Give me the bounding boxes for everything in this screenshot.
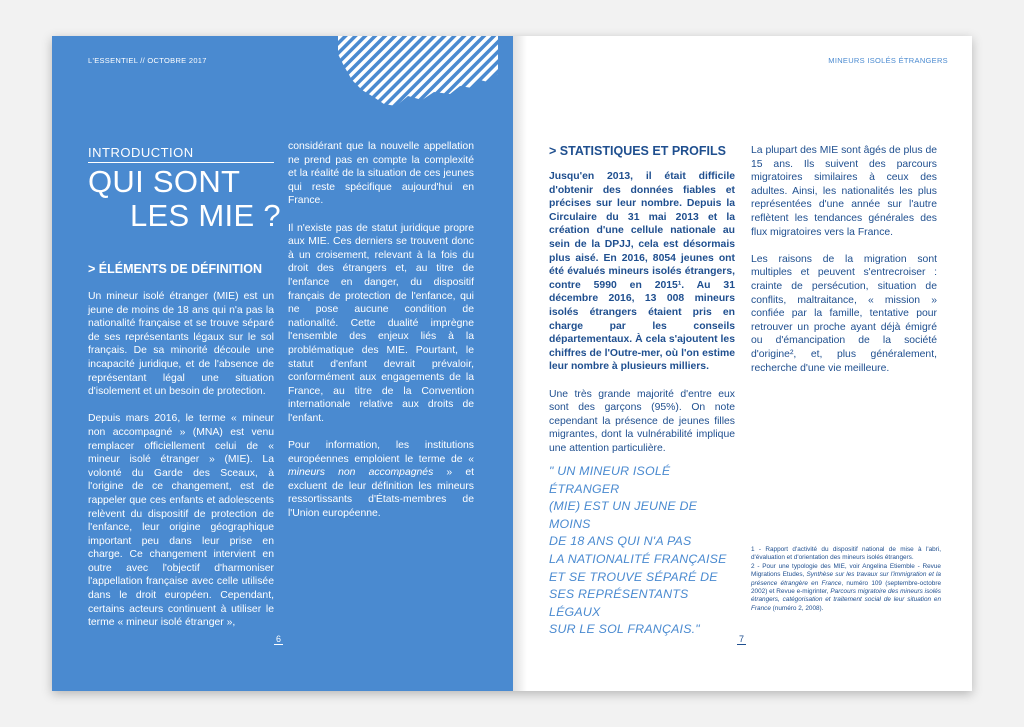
paragraph: considérant que la nouvelle appellation ne prend pas en compte la complexité et la réalité de la situation de ces jeunes qui reste spécifique aujourd'hui en France. — [288, 141, 474, 207]
section-heading-statistics: > STATISTIQUES ET PROFILS — [549, 144, 726, 158]
quote-line: ET SE TROUVE SÉPARÉ DE — [549, 569, 718, 584]
text-run: 2 - Pour une typologie des MIE, voir Angelina Etiemble - Revue Migrations Etudes, — [751, 562, 941, 579]
quote-line: " UN MINEUR ISOLÉ ÉTRANGER — [549, 464, 671, 496]
paragraph — [288, 439, 474, 521]
left-column-2 — [288, 140, 474, 534]
italic-term: mineurs non accompagnés — [288, 467, 434, 479]
paragraph: Un mineur isolé étranger (MIE) est un jeune de moins de 18 ans qui n'a pas la nationalité française et se trouve séparé de ses représentants légaux sur le sol français. De sa minorité découle une incapacité juridique, et de l'absence de représentant légal une situation d'isolement et un besoin de protection. — [88, 291, 274, 398]
italic-title: Synthèse sur les travaux sur l'immigration et la présence étrangère en France — [751, 571, 941, 587]
page-number-left: 6 — [276, 634, 282, 644]
text-run: » et excluent de leur définition les mineurs ressortissants d'États-membres de l'Union européenne. — [288, 467, 475, 520]
text-run: , numéro 109 (septembre-octobre 2002) et Revue e-migrinter, — [751, 579, 941, 596]
paragraph: Depuis mars 2016, le terme « mineur non accompagné » (MNA) est venu remplacer officiellement celui de « mineur isolé étranger » (MIE). La volonté du Garde des Sceaux, à l'origine de ce changement, est de rappeler que ces enfants et adolescents relèvent du dispositif de protection de l'enfance, leur origine géographique important peu dans leur prise en charge. Ce changement intervient en outre avec l'objectif d'harmoniser l'appellation française avec celle utilisée dans le droit européen. Cependant, certains acteurs continuent à utiliser le terme « mineur isolé étranger », — [88, 413, 274, 629]
paragraph: Il n'existe pas de statut juridique propre aux MIE. Ces derniers se trouvent donc à un croisement, relevant à la fois du droit des étrangers et, au titre de l'enfance en danger, du dispositif français de protection de l'enfance, qui ne pose aucune condition de nationalité. Cette dualité imprègne l'ensemble des enjeux liés à la problématique des MIE. Pourtant, le statut d'enfant devrait prévaloir, conformément aux engagements de la France, au titre de la Convention internationale relative aux droits de l'enfant. — [288, 222, 474, 424]
paragraph: Une très grande majorité d'entre eux sont des garçons (95%). On note cependant la présence de jeunes filles migrantes, dont la vulnérabilité implique une attention particulière. — [549, 388, 735, 454]
brochure-spread — [52, 36, 972, 691]
bold-paragraph: Jusqu'en 2013, il était difficile d'obtenir des données fiables et précises sur leur nombre. Depuis la Circulaire du 31 mai 2013 et la création d'une cellule nationale au sein de la DPJJ, cela est désormais plus aisé. En 2016, 8054 jeunes ont été évalués mineurs isolés étrangers, contre 5990 en 2015¹. Au 31 décembre 2016, 13 008 mineurs isolés étrangers étaient pris en charge par les conseils départementaux. À cela s'ajoutent les chiffres de l'Outre-mer, où l'on estime leur nombre à plusieurs milliers. — [549, 171, 735, 373]
page-title-line2: LES MIE ? — [130, 198, 281, 233]
paragraph: Les raisons de la migration sont multiples et peuvent s'entrecroiser : crainte de persécution, situation de conflits, maltraitance, « mission » confiée par la famille, tentative pour retrouver un proche ayant déjà émigré ou d'émancipation de la société d'origine², et, plus généralement, recherche d'une vie meilleure. — [751, 253, 937, 374]
footnote-1: 1 - Rapport d'activité du dispositif national de mise à l'abri, d'évaluation et d'orientation des mineurs isolés étrangers. — [751, 546, 941, 562]
quote-line: SUR LE SOL FRANÇAIS." — [549, 622, 700, 637]
page-fold-shadow — [513, 36, 527, 691]
text-run: (numéro 2, 2008). — [770, 604, 824, 612]
quote-line: LA NATIONALITÉ FRANÇAISE — [549, 551, 727, 566]
left-page — [52, 36, 513, 691]
section-heading-definition: > ÉLÉMENTS DE DÉFINITION — [88, 262, 262, 276]
left-column-1 — [88, 290, 274, 643]
right-column-2 — [751, 144, 937, 389]
striped-map-graphic — [338, 36, 498, 110]
page-number-right: 7 — [739, 634, 745, 644]
italic-title: Parcours migratoire des mineurs isolés étrangers, catégorisation et traitement social de leur situation en France — [751, 588, 941, 612]
quote-line: (MIE) EST UN JEUNE DE MOINS — [549, 499, 698, 531]
running-header-right: MINEURS ISOLÉS ÉTRANGERS — [828, 56, 948, 65]
right-column-1 — [549, 170, 735, 469]
paragraph: La plupart des MIE sont âgés de plus de 15 ans. Ils suivent des parcours migratoires similaires à ceux des adultes. Ainsi, les nationalités les plus représentées d'une année sur l'autre reflètent les tendances générales des flux migratoires vers la France. — [751, 145, 937, 238]
footnote-2 — [751, 563, 941, 613]
quote-line: SES REPRÉSENTANTS LÉGAUX — [549, 587, 689, 619]
footnotes — [751, 546, 941, 613]
right-page — [513, 36, 972, 691]
text-run: Pour information, les institutions européennes emploient le terme de « — [288, 440, 474, 465]
running-header-left: L'ESSENTIEL // OCTOBRE 2017 — [88, 56, 207, 65]
page-title-line1: QUI SONT — [88, 164, 241, 199]
pull-quote — [549, 463, 739, 639]
intro-label: INTRODUCTION — [88, 145, 274, 163]
quote-line: DE 18 ANS QUI N'A PAS — [549, 534, 692, 549]
